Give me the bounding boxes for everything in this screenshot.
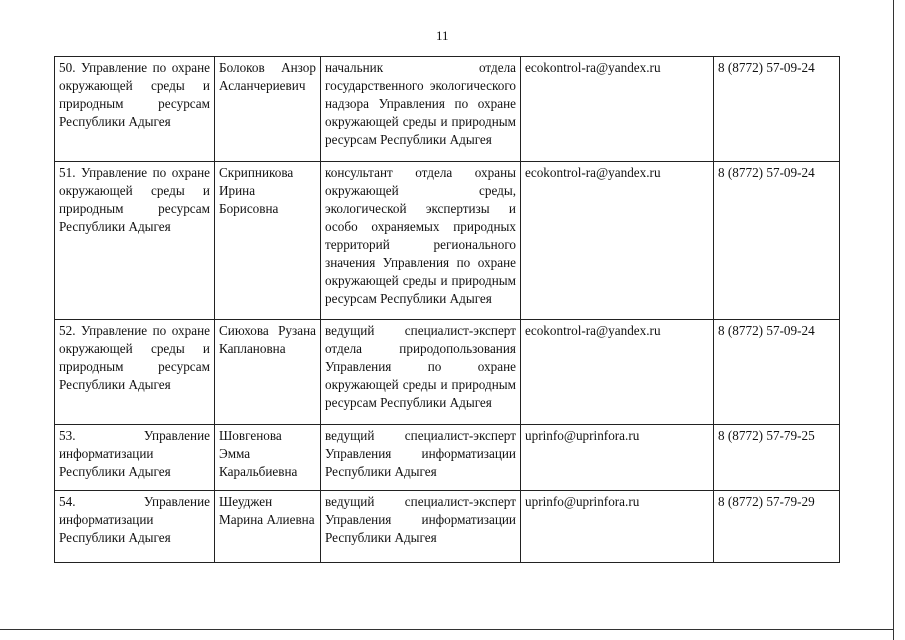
position-cell: консультант отдела охраны окружающей среды, экологической экспертизы и особо охраняемых природных территорий регионального значения Управления по охране окружающей среды и природным ресурсам Республики Адыгея — [321, 162, 521, 320]
person-name-cell: Болоков Анзор Асланчериевич — [215, 57, 321, 162]
organization-cell: 50. Управление по охране окружающей среды и природным ресурсам Республики Адыгея — [55, 57, 215, 162]
email-cell: ecokontrol-ra@yandex.ru — [521, 57, 714, 162]
table-row — [55, 162, 840, 320]
phone-cell: 8 (8772) 57-09-24 — [714, 162, 840, 320]
table-row — [55, 425, 840, 491]
position-cell: ведущий специалист-эксперт Управления информатизации Республики Адыгея — [321, 491, 521, 563]
email-cell: ecokontrol-ra@yandex.ru — [521, 320, 714, 425]
position-cell: ведущий специалист-эксперт отдела природопользования Управления по охране окружающей среды и природным ресурсам Республики Адыгея — [321, 320, 521, 425]
page-border-bottom — [0, 629, 894, 630]
email-cell: ecokontrol-ra@yandex.ru — [521, 162, 714, 320]
organization-cell: 53. Управление информатизации Республики Адыгея — [55, 425, 215, 491]
table-row — [55, 320, 840, 425]
person-name-cell: Шовгенова Эмма Каральбиевна — [215, 425, 321, 491]
phone-cell: 8 (8772) 57-79-25 — [714, 425, 840, 491]
phone-cell: 8 (8772) 57-09-24 — [714, 57, 840, 162]
phone-cell: 8 (8772) 57-09-24 — [714, 320, 840, 425]
email-cell: uprinfo@uprinfora.ru — [521, 425, 714, 491]
page-border-right — [893, 0, 894, 640]
table-row — [55, 491, 840, 563]
person-name-cell: Скрипникова Ирина Борисовна — [215, 162, 321, 320]
page-number: 11 — [436, 28, 449, 43]
position-cell: начальник отдела государственного экологического надзора Управления по охране окружающей среды и природным ресурсам Республики Адыгея — [321, 57, 521, 162]
organization-cell: 52. Управление по охране окружающей среды и природным ресурсам Республики Адыгея — [55, 320, 215, 425]
table-row — [55, 57, 840, 162]
person-name-cell: Шеуджен Марина Алиевна — [215, 491, 321, 563]
organization-cell: 54. Управление информатизации Республики Адыгея — [55, 491, 215, 563]
position-cell: ведущий специалист-эксперт Управления информатизации Республики Адыгея — [321, 425, 521, 491]
organization-cell: 51. Управление по охране окружающей среды и природным ресурсам Республики Адыгея — [55, 162, 215, 320]
person-name-cell: Сиюхова Рузана Каплановна — [215, 320, 321, 425]
phone-cell: 8 (8772) 57-79-29 — [714, 491, 840, 563]
contacts-table — [54, 56, 840, 563]
email-cell: uprinfo@uprinfora.ru — [521, 491, 714, 563]
